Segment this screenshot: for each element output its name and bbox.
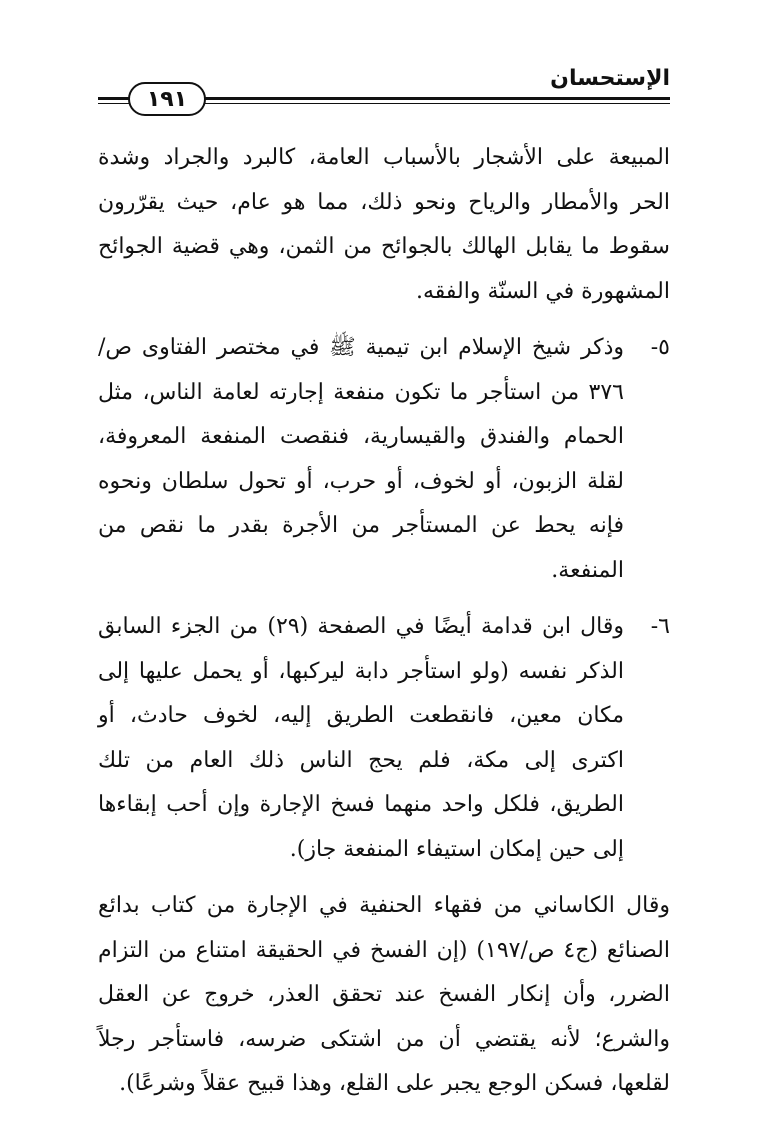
item-number: ٦- [650, 614, 670, 639]
page-header [98, 60, 670, 120]
list-item [98, 326, 670, 593]
item-text: وذكر شيخ الإسلام ابن تيمية ﷺ في مختصر الفتاوى ص/٣٧٦ من استأجر ما تكون منفعة إجارته لعامة الناس، مثل الحمام والفندق والقيسارية، فنقصت المنفعة المعروفة، لقلة الزبون، أو لخوف، أو حرب، أو تحول سلطان ونحوه فإنه يحط عن المستأجر من الأجرة بقدر ما نقص من المنفعة. [98, 335, 624, 583]
closing-paragraph: وقال الكاساني من فقهاء الحنفية في الإجارة من كتاب بدائع الصنائع (ج٤ ص/١٩٧) (إن الفسخ في الحقيقة امتناع من التزام الضرر، وأن إنكار الفسخ عند تحقق العذر، خروج عن العقل والشرع؛ لأنه يقتضي أن من اشتكى ضرسه، فاستأجر رجلاً لقلعها، فسكن الوجع يجبر على القلع، وهذا قبيح عقلاً وشرعًا). [98, 893, 670, 1096]
item-text: وقال ابن قدامة أيضًا في الصفحة (٢٩) من الجزء السابق الذكر نفسه (ولو استأجر دابة ليركبها، أو يحمل عليها إلى مكان معين، فانقطعت الطريق إليه، لخوف حادث، أو اكترى إلى مكة، فلم يحج الناس ذلك العام من تلك الطريق، فلكل واحد منهما فسخ الإجارة وإن أحب إبقاءها إلى حين إمكان استيفاء المنفعة جاز). [98, 614, 625, 862]
page-number: ١٩١ [128, 82, 206, 116]
item-number: ٥- [650, 335, 670, 360]
running-title: الإستحسان [550, 66, 670, 91]
list-item [98, 605, 670, 872]
intro-paragraph: المبيعة على الأشجار بالأسباب العامة، كالبرد والجراد وشدة الحر والأمطار والرياح ونحو ذلك، مما هو عام، حيث يقرّرون سقوط ما يقابل الهالك بالجوائح من الثمن، وهي قضية الجوائح المشهورة في السنّة والفقه. [98, 145, 670, 304]
page-body [98, 136, 670, 1119]
